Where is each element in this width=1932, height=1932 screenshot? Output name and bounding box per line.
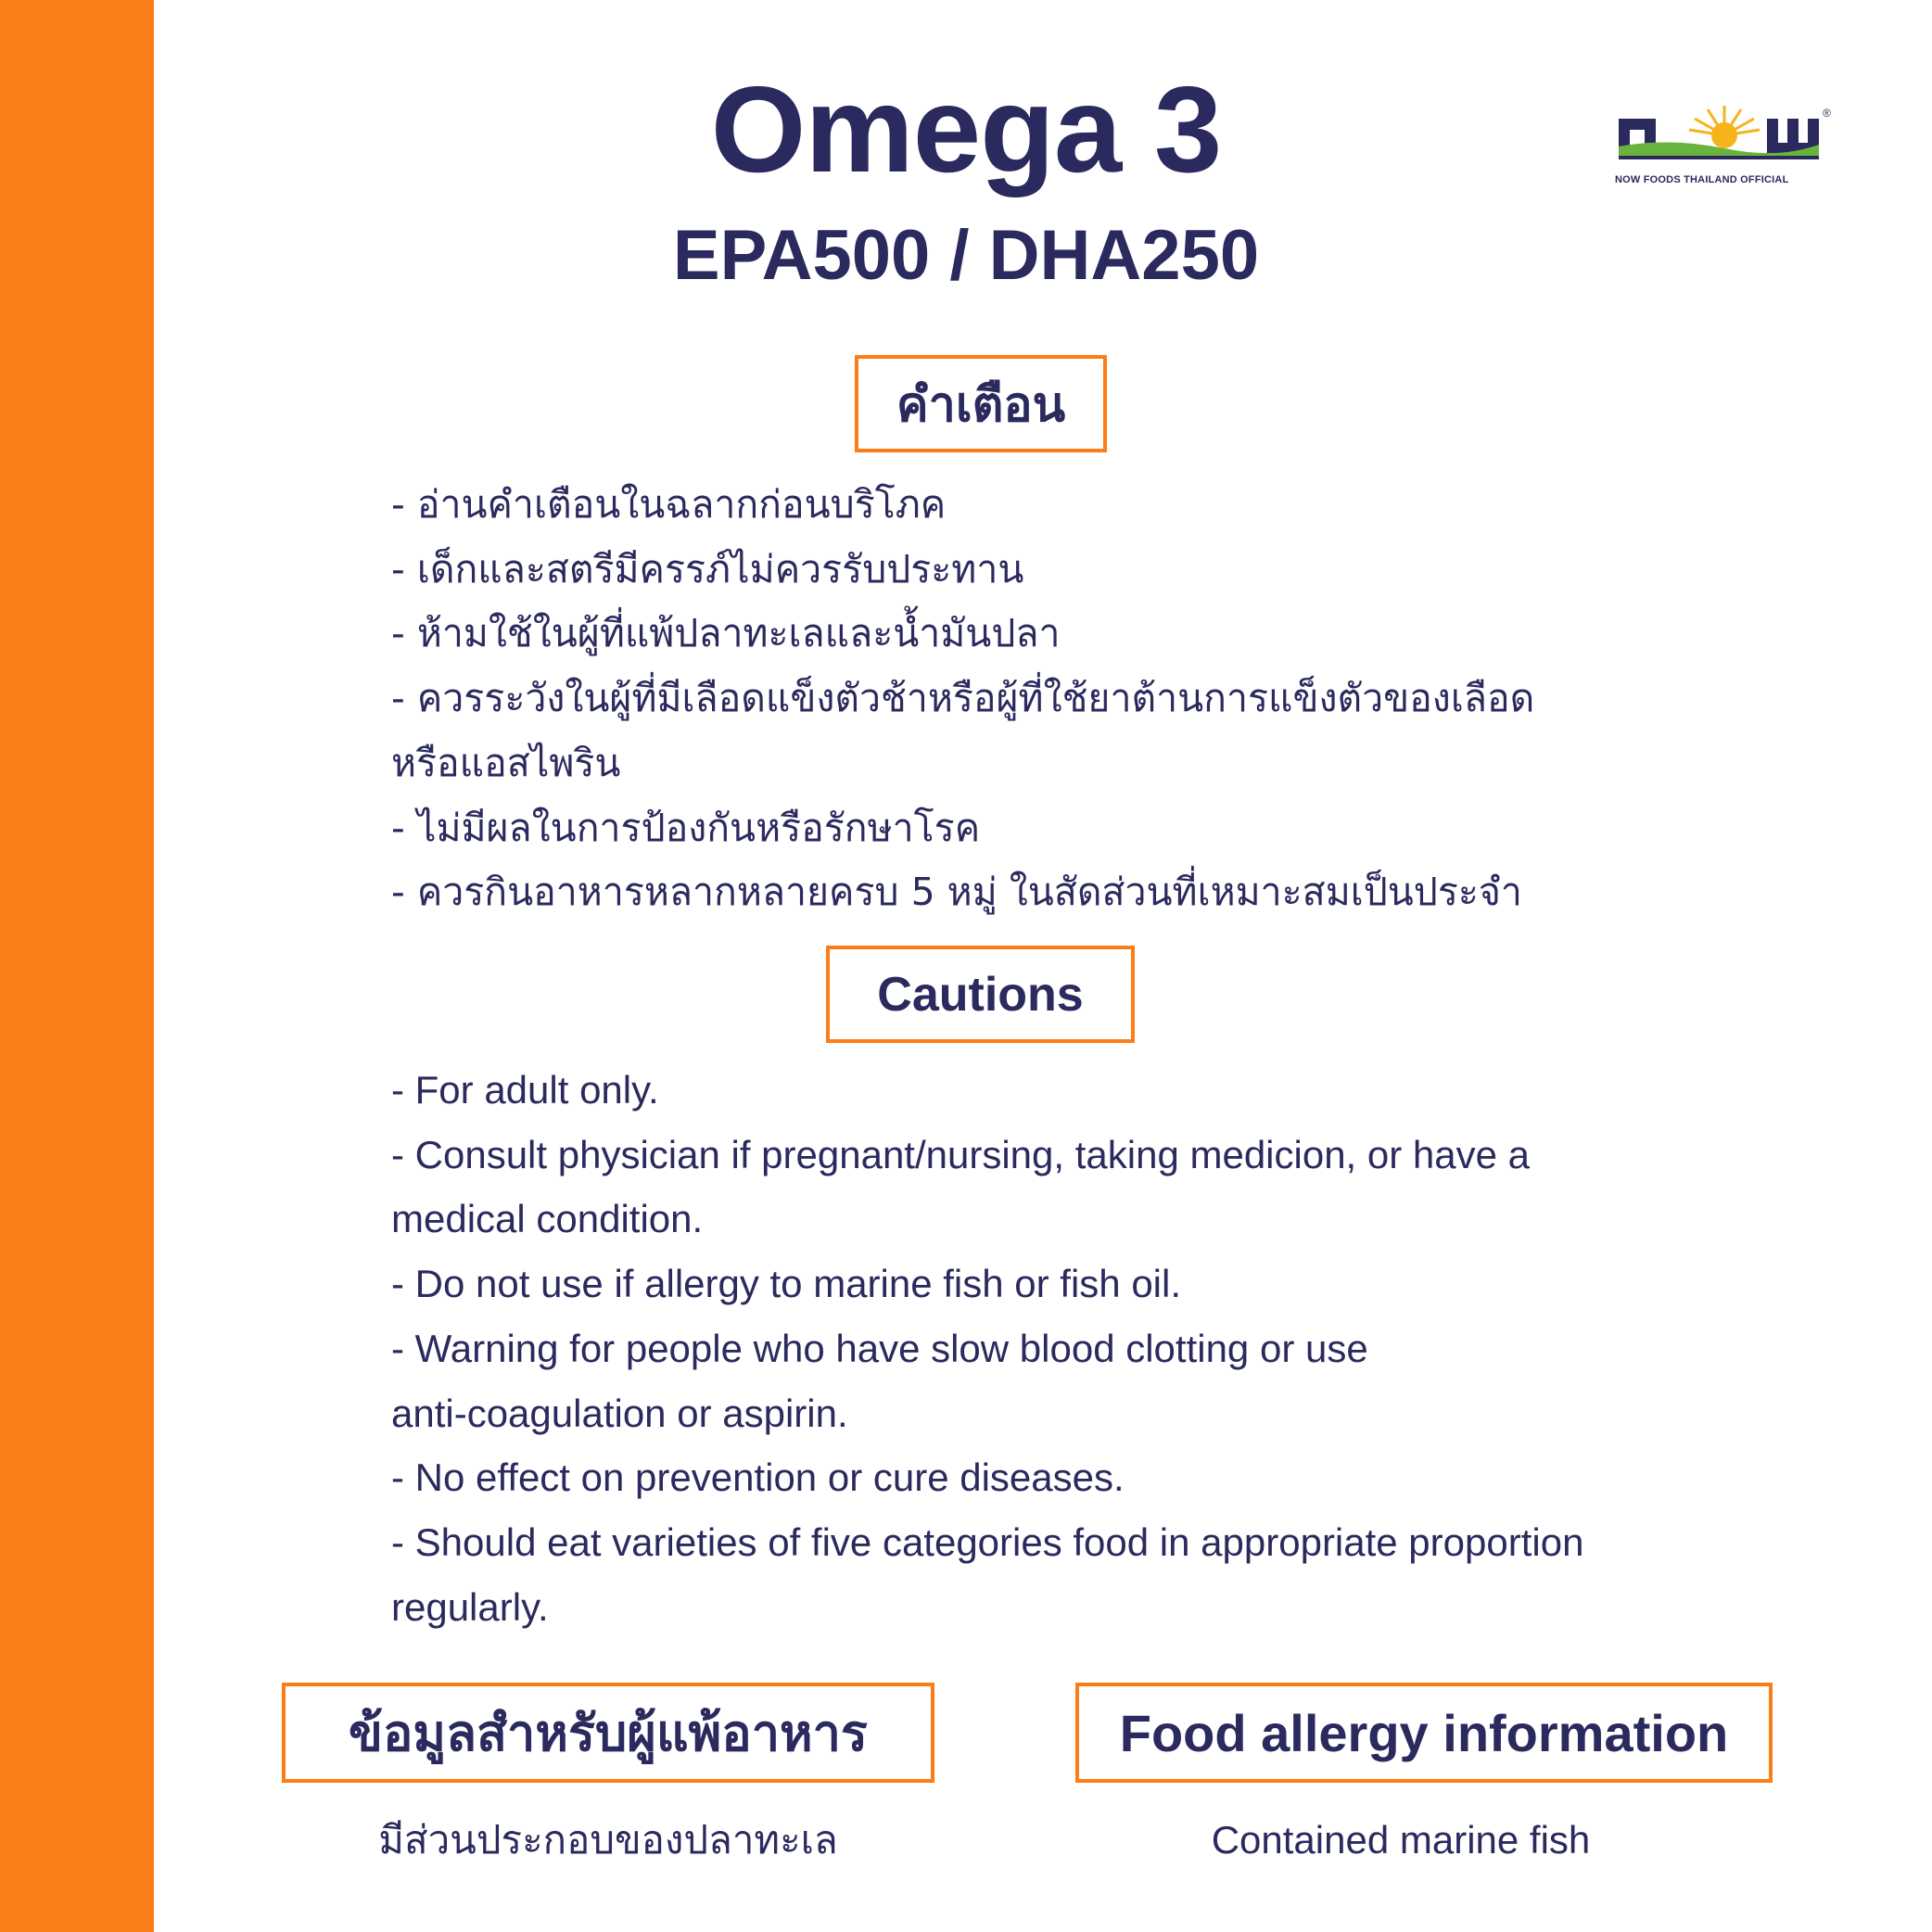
registered-mark: ® <box>1823 107 1831 120</box>
warning-list <box>391 473 1534 925</box>
allergy-heading-en: Food allergy information <box>1075 1683 1773 1783</box>
list-item: - ควรระวังในผู้ที่มีเลือดแข็งตัวช้าหรือผู้ที่ใช้ยาต้านการแข็งตัวของเลือด <box>391 676 1535 721</box>
now-logo-mark <box>1615 100 1834 171</box>
list-item: - เด็กและสตรีมีครรภ์ไม่ควรรับประทาน <box>391 546 1024 591</box>
list-item: - Warning for people who have slow blood clotting or use <box>391 1326 1368 1370</box>
list-item: - No effect on prevention or cure diseases. <box>391 1455 1125 1500</box>
list-item: - อ่านคำเตือนในฉลากก่อนบริโภค <box>391 482 947 527</box>
list-item: - Should eat varieties of five categories food in appropriate proportion <box>391 1519 1584 1564</box>
list-item: - ควรกินอาหารหลากหลายครบ 5 หมู่ ในสัดส่วนที่เหมาะสมเป็นประจำ <box>391 870 1522 915</box>
list-item: - For adult only. <box>391 1068 659 1112</box>
list-item: - Do not use if allergy to marine fish or fish oil. <box>391 1262 1182 1306</box>
allergy-value-th: มีส่วนประกอบของปลาทะเล <box>378 1817 838 1862</box>
product-title: Omega 3 <box>710 61 1222 197</box>
product-subtitle: EPA500 / DHA250 <box>672 216 1260 295</box>
list-item: - ไม่มีผลในการป้องกันหรือรักษาโรค <box>391 805 981 850</box>
warning-heading: คำเตือน <box>855 355 1107 452</box>
list-item: anti-coagulation or aspirin. <box>391 1391 848 1435</box>
allergy-heading-th: ข้อมูลสำหรับผู้แพ้อาหาร <box>282 1683 934 1783</box>
now-foods-logo <box>1615 100 1834 185</box>
list-item: - Consult physician if pregnant/nursing, taking medicion, or have a <box>391 1132 1531 1176</box>
list-item: medical condition. <box>391 1197 704 1241</box>
cautions-list <box>391 1058 1583 1639</box>
list-item: หรือแอสไพริน <box>391 740 621 785</box>
list-item: regularly. <box>391 1584 549 1629</box>
allergy-value-en: Contained marine fish <box>1211 1818 1591 1862</box>
cautions-heading: Cautions <box>826 946 1135 1043</box>
list-item: - ห้ามใช้ในผู้ที่แพ้ปลาทะเลและน้ำมันปลา <box>391 611 1061 656</box>
logo-caption: NOW FOODS THAILAND OFFICIAL <box>1615 174 1789 185</box>
